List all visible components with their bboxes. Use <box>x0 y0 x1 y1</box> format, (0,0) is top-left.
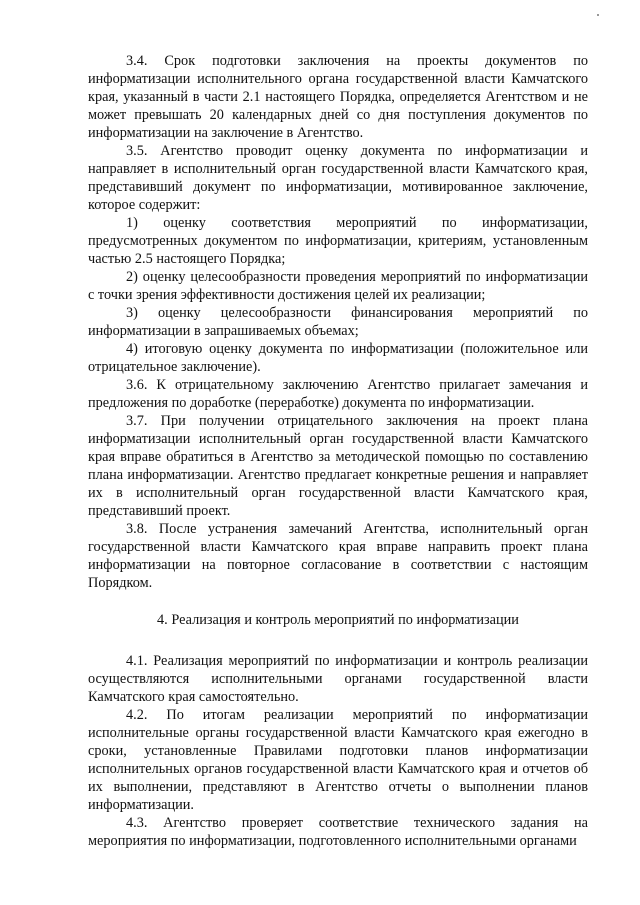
paragraph-4-3: 4.3. Агентство проверяет соответствие технического задания на мероприятия по информатизации, подготовленного исполнительными органами <box>88 815 588 849</box>
document-body <box>88 52 588 850</box>
paragraph-4-1: 4.1. Реализация мероприятий по информатизации и контроль реализации осуществляются исполнительными органами государственной власти Камчатского края самостоятельно. <box>88 653 588 705</box>
paragraph-4-2: 4.2. По итогам реализации мероприятий по информатизации исполнительные органы государственной власти Камчатского края ежегодно в сроки, установленные Правилами подготовки планов информатизации исполнительных органов государственной власти Камчатского края и отчетов об их выполнении, представляют в Агентство отчеты о выполнении планов информатизации. <box>88 707 588 813</box>
list-item-3: 3) оценку целесообразности финансирования мероприятий по информатизации в запрашиваемых объемах; <box>88 305 588 339</box>
paragraph-3-4: 3.4. Срок подготовки заключения на проекты документов по информатизации исполнительного органа государственной власти Камчатского края, указанный в части 2.1 настоящего Порядка, определяется Агентством и не может превышать 20 календарных дней со дня поступления документов по информатизации на заключение в Агентство. <box>88 53 588 141</box>
scan-speck <box>597 14 599 16</box>
list-item-1: 1) оценку соответствия мероприятий по информатизации, предусмотренных документом по информатизации, критериям, установленным частью 2.5 настоящего Порядка; <box>88 215 588 267</box>
paragraph-3-7: 3.7. При получении отрицательного заключения на проект плана информатизации исполнительный орган государственной власти Камчатского края вправе обратиться в Агентство за методической помощью по составлению плана информатизации. Агентство предлагает конкретные решения и направляет их в исполнительный орган государственной власти Камчатского края, представивший проект. <box>88 413 588 519</box>
list-item-2: 2) оценку целесообразности проведения мероприятий по информатизации с точки зрения эффективности достижения целей их реализации; <box>88 269 588 303</box>
paragraph-3-8: 3.8. После устранения замечаний Агентства, исполнительный орган государственной власти Камчатского края вправе направить проект плана информатизации на повторное согласование в соответствии с настоящим Порядком. <box>88 521 588 591</box>
section-heading-4: 4. Реализация и контроль мероприятий по информатизации <box>157 612 519 628</box>
paragraph-3-5: 3.5. Агентство проводит оценку документа по информатизации и направляет в исполнительный орган государственной власти Камчатского края, представивший документ по информатизации, мотивированное заключение, которое содержит: <box>88 143 588 213</box>
paragraph-3-6: 3.6. К отрицательному заключению Агентство прилагает замечания и предложения по доработке (переработке) документа по информатизации. <box>88 377 588 411</box>
list-item-4: 4) итоговую оценку документа по информатизации (положительное или отрицательное заключение). <box>88 341 588 375</box>
